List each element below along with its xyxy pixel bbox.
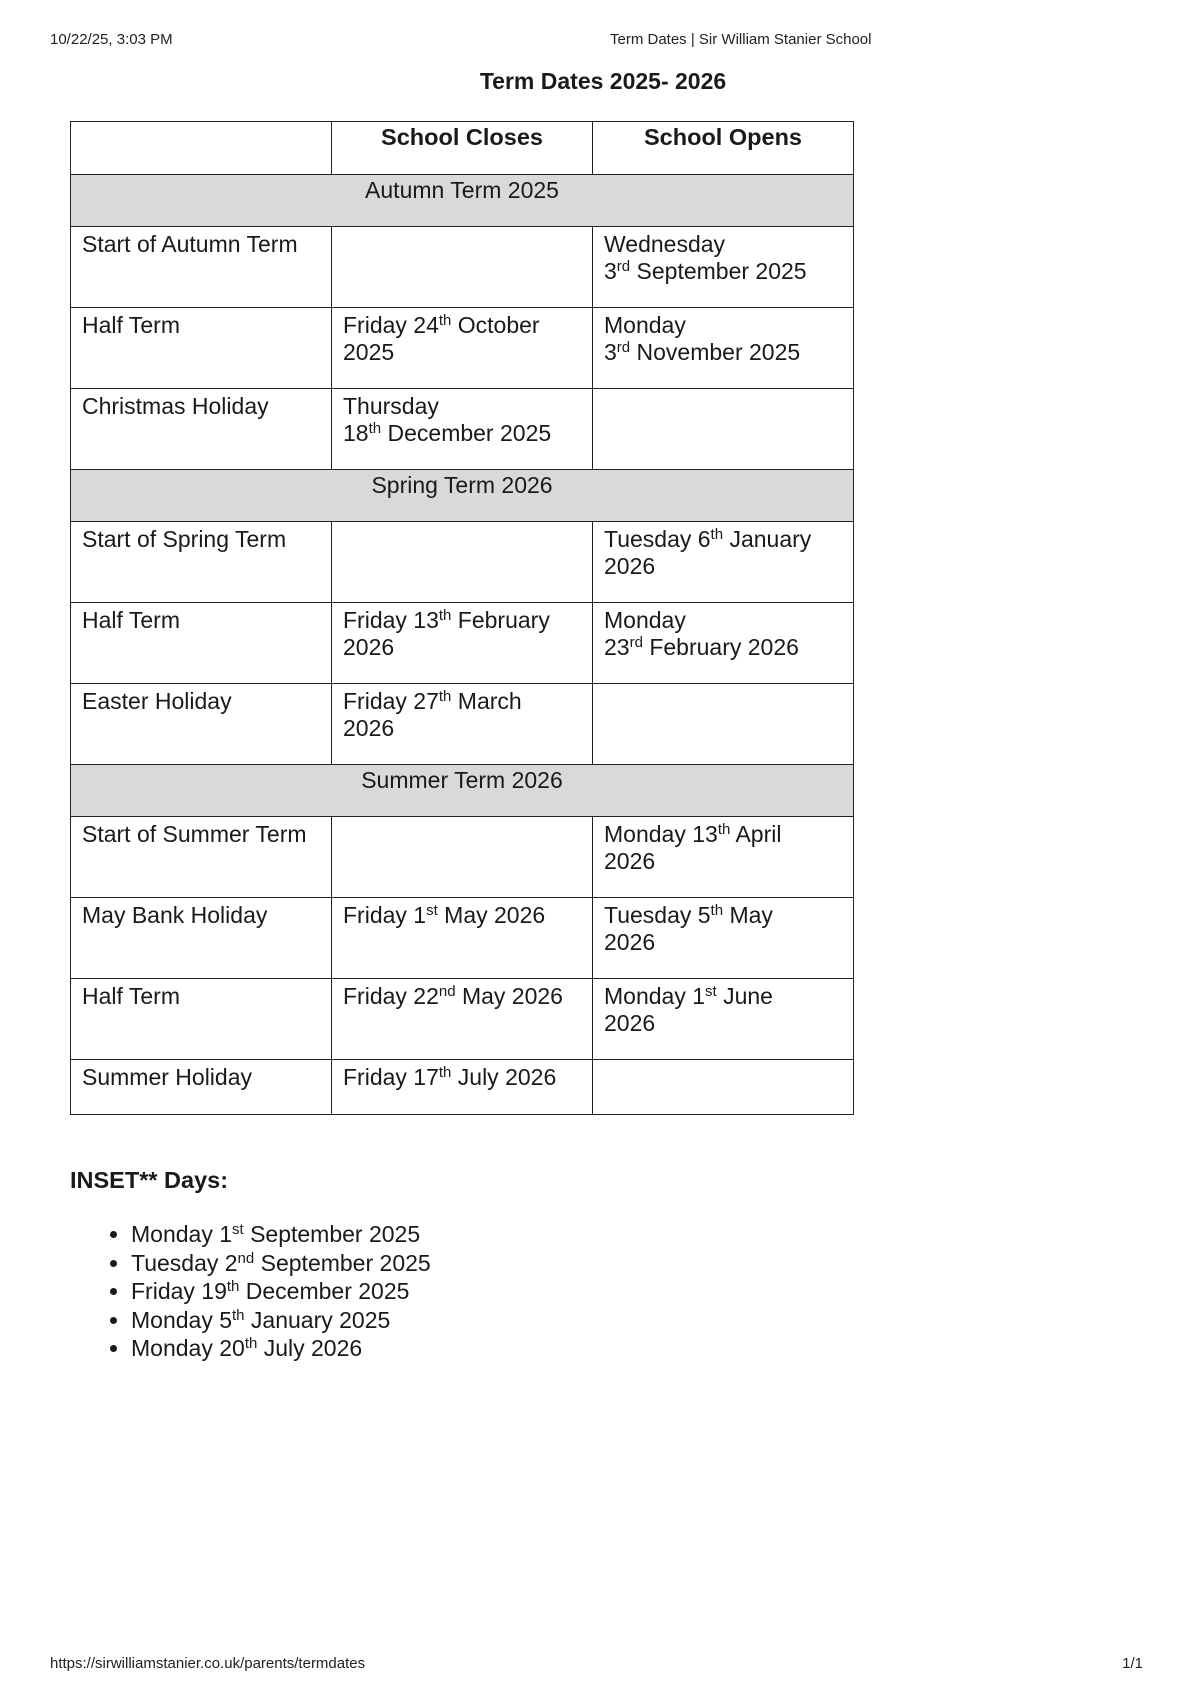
print-footer (50, 1655, 1150, 1675)
school-opens-cell (593, 522, 854, 603)
print-datetime: 10/22/25, 3:03 PM (50, 31, 173, 48)
date-text: Thursday (343, 393, 439, 419)
list-item (131, 1249, 431, 1278)
school-closes-cell (332, 684, 593, 765)
school-opens-cell (593, 227, 854, 308)
date-text: Friday 22 (343, 983, 439, 1009)
ordinal-suffix: th (438, 1064, 452, 1081)
list-item (131, 1306, 431, 1335)
list-item (131, 1277, 431, 1306)
term-section-name: Spring Term 2026 (71, 470, 854, 522)
date-text: Monday 1 (131, 1221, 233, 1247)
date-text: April (730, 821, 782, 847)
date-text: Monday 13 (604, 821, 718, 847)
table-row (71, 684, 854, 765)
date-text: December 2025 (239, 1278, 410, 1305)
event-label: Half Term (71, 308, 332, 389)
table-row (71, 308, 854, 389)
ordinal-suffix: nd (438, 983, 456, 1000)
date-text: February 2026 (642, 634, 799, 660)
table-row (71, 979, 854, 1060)
table-row (71, 603, 854, 684)
date-text: 2026 (604, 929, 656, 955)
school-closes-cell (332, 898, 593, 979)
date-text: Friday 27 (343, 688, 439, 714)
document-title-text: Term Dates 2025- 2026 (479, 68, 727, 94)
date-text: Friday 24 (343, 312, 439, 338)
ordinal-suffix: th (244, 1335, 258, 1353)
table-row (71, 522, 854, 603)
date-text: September 2025 (254, 1249, 431, 1276)
date-text: Tuesday 5 (604, 902, 711, 928)
table-row (71, 389, 854, 470)
event-label: Christmas Holiday (71, 389, 332, 470)
date-text: November 2025 (630, 339, 801, 365)
date-text: October (451, 312, 540, 338)
date-text: Tuesday 2 (131, 1249, 238, 1276)
term-section-row (71, 175, 854, 227)
date-text: Monday (604, 607, 686, 633)
date-text: 2025 (343, 339, 395, 365)
date-text: May (723, 902, 773, 928)
date-text: Tuesday 6 (604, 526, 711, 552)
date-text: 2026 (343, 634, 395, 660)
school-opens-cell (593, 389, 854, 470)
school-closes-cell (332, 817, 593, 898)
ordinal-suffix: th (226, 1278, 240, 1296)
date-text: 3 (604, 339, 617, 365)
date-text: Monday 5 (131, 1306, 233, 1333)
school-closes-cell (332, 1060, 593, 1115)
list-item (131, 1334, 431, 1363)
date-text: Friday 1 (343, 902, 427, 928)
date-text: February (451, 607, 550, 633)
ordinal-suffix: st (426, 902, 438, 919)
event-label: May Bank Holiday (71, 898, 332, 979)
date-text: 2026 (343, 715, 395, 741)
date-text: 2026 (604, 1010, 656, 1036)
term-section-row (71, 470, 854, 522)
date-text: 3 (604, 258, 617, 284)
inset-days-list (70, 1220, 431, 1363)
term-dates-table (70, 121, 854, 1115)
event-label: Summer Holiday (71, 1060, 332, 1115)
event-label: Start of Spring Term (71, 522, 332, 603)
ordinal-suffix: rd (629, 634, 643, 651)
school-closes-cell (332, 603, 593, 684)
ordinal-suffix: th (232, 1306, 245, 1324)
table-row (71, 227, 854, 308)
ordinal-suffix: th (710, 902, 724, 919)
event-label: Start of Autumn Term (71, 227, 332, 308)
date-text: 2026 (604, 553, 656, 579)
ordinal-suffix: st (232, 1221, 244, 1238)
date-text: September 2025 (243, 1221, 421, 1247)
school-closes-cell (332, 227, 593, 308)
date-text: September 2025 (630, 258, 807, 284)
event-label: Start of Summer Term (71, 817, 332, 898)
print-header (50, 31, 1150, 51)
date-text: July 2026 (257, 1335, 363, 1362)
ordinal-suffix: rd (616, 258, 631, 275)
date-text: January (723, 526, 812, 552)
date-text: March (451, 688, 522, 714)
document-title (0, 68, 1200, 95)
date-text: 2026 (604, 848, 656, 874)
ordinal-suffix: th (438, 312, 452, 329)
date-text: Friday 19 (131, 1278, 227, 1305)
ordinal-suffix: th (368, 420, 382, 437)
date-text: 23 (604, 634, 630, 660)
school-opens-cell (593, 1060, 854, 1115)
school-closes-cell (332, 389, 593, 470)
school-closes-cell (332, 522, 593, 603)
header-cell-school-opens: School Opens (593, 122, 854, 175)
date-text: Friday 17 (343, 1064, 439, 1090)
school-opens-cell (593, 308, 854, 389)
print-url: https://sirwilliamstanier.co.uk/parents/termdates (50, 1655, 366, 1672)
school-opens-cell (593, 898, 854, 979)
event-label: Half Term (71, 979, 332, 1060)
ordinal-suffix: th (438, 607, 452, 624)
date-text: Monday 1 (604, 983, 706, 1009)
date-text: June (716, 983, 773, 1009)
school-closes-cell (332, 308, 593, 389)
ordinal-suffix: st (705, 983, 717, 1000)
event-label: Easter Holiday (71, 684, 332, 765)
list-item (131, 1220, 431, 1249)
term-section-name: Summer Term 2026 (71, 765, 854, 817)
term-section-name: Autumn Term 2025 (71, 175, 854, 227)
date-text: December 2025 (381, 420, 552, 446)
date-text: May 2026 (455, 983, 563, 1009)
ordinal-suffix: rd (616, 339, 631, 356)
school-opens-cell (593, 684, 854, 765)
table-row (71, 1060, 854, 1115)
date-text: July 2026 (451, 1064, 557, 1090)
print-page-number: 1/1 (1122, 1655, 1143, 1672)
ordinal-suffix: nd (237, 1249, 255, 1267)
ordinal-suffix: th (710, 526, 724, 543)
date-text: Friday 13 (343, 607, 439, 633)
term-section-row (71, 765, 854, 817)
school-opens-cell (593, 979, 854, 1060)
ordinal-suffix: th (717, 821, 731, 838)
date-text: January 2025 (244, 1306, 391, 1333)
print-page-title: Term Dates | Sir William Stanier School (610, 31, 872, 48)
ordinal-suffix: th (438, 688, 452, 705)
table-row (71, 898, 854, 979)
date-text: Monday 20 (131, 1335, 245, 1362)
inset-days-heading: INSET** Days: (70, 1167, 229, 1193)
date-text: Monday (604, 312, 686, 338)
date-text: May 2026 (437, 902, 546, 928)
school-opens-cell (593, 603, 854, 684)
event-label: Half Term (71, 603, 332, 684)
date-text: 18 (343, 420, 369, 446)
header-cell-event (71, 122, 332, 175)
table-row (71, 817, 854, 898)
date-text: Wednesday (604, 231, 726, 257)
school-closes-cell (332, 979, 593, 1060)
table-header-row (71, 122, 854, 175)
school-opens-cell (593, 817, 854, 898)
header-cell-school-closes: School Closes (332, 122, 593, 175)
